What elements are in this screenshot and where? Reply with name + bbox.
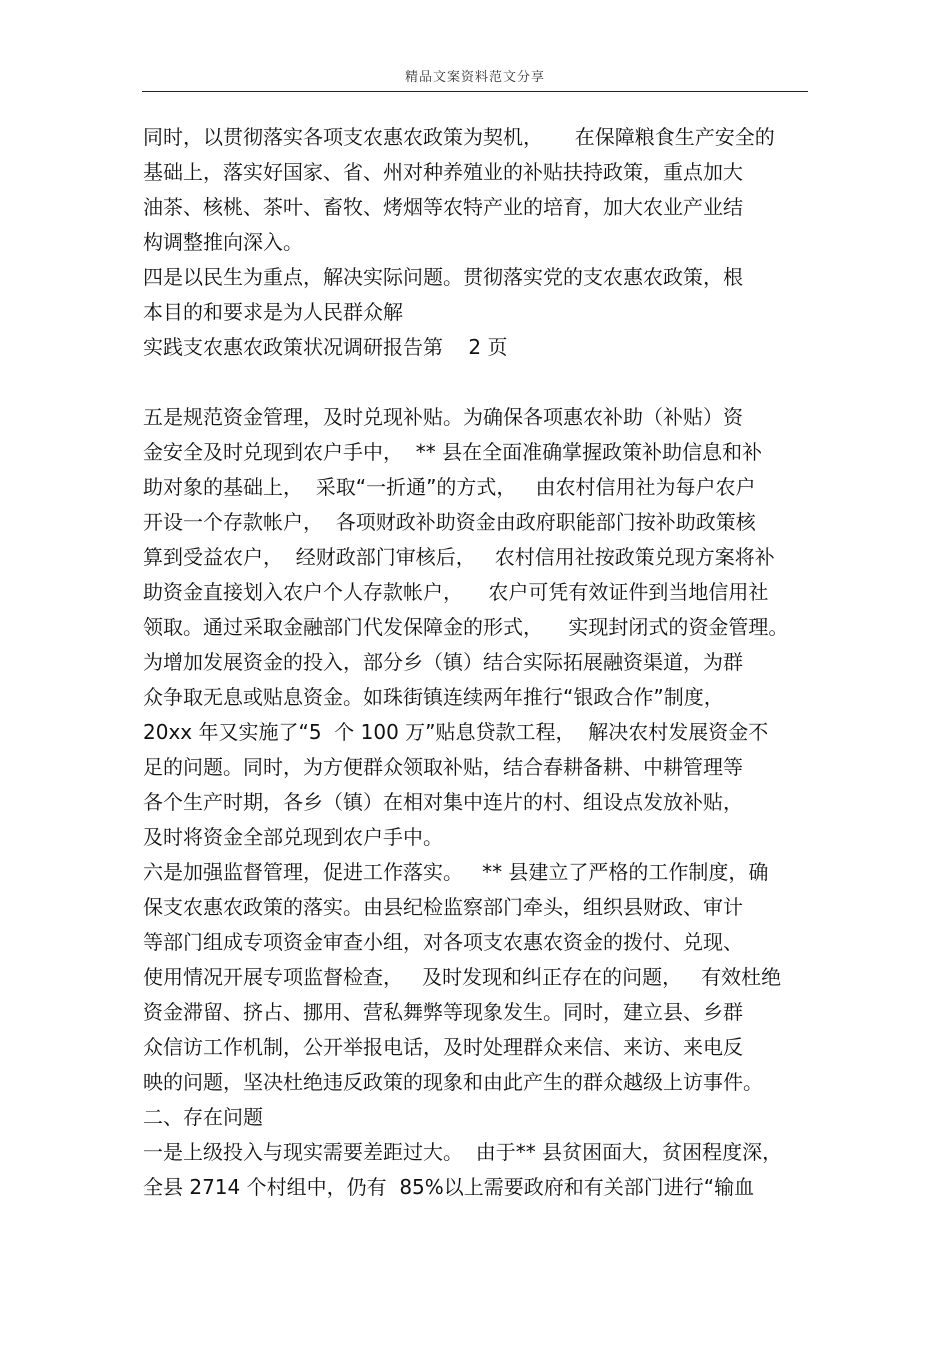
text-line: 为增加发展资金的投入，部分乡（镇）结合实际拓展融资渠道，为群: [143, 650, 743, 674]
text-line: 助资金直接划入农户个人存款帐户， 农户可凭有效证件到当地信用社: [143, 580, 769, 604]
text-line: 开设一个存款帐户， 各项财政补助资金由政府职能部门按补助政策核: [143, 510, 756, 534]
text-line: 使用情况开展专项监督检查， 及时发现和纠正存在的问题， 有效杜绝: [143, 965, 782, 989]
section-heading: 二、存在问题: [143, 1105, 263, 1129]
text-line: 等部门组成专项资金审查小组，对各项支农惠农资金的拨付、兑现、: [143, 930, 743, 954]
page-header: 精品文案资料范文分享: [404, 70, 545, 85]
text-line: 保支农惠农政策的落实。由县纪检监察部门牵头，组织县财政、审计: [143, 895, 743, 919]
text-line: 全县 2714 个村组中，仍有 85%以上需要政府和有关部门进行“输血: [143, 1175, 755, 1199]
text-line: 四是以民生为重点，解决实际问题。贯彻落实党的支农惠农政策，根: [143, 265, 743, 289]
text-line: 金安全及时兑现到农户手中， ** 县在全面准确掌握政策补助信息和补: [143, 440, 763, 464]
text-line: 五是规范资金管理，及时兑现补贴。为确保各项惠农补助（补贴）资: [143, 405, 743, 429]
page-footer-title: 实践支农惠农政策状况调研报告第 2 页: [143, 335, 508, 359]
text-line: 20xx 年又实施了“5 个 100 万”贴息贷款工程， 解决农村发展资金不: [143, 720, 769, 744]
text-line: 众信访工作机制，公开举报电话，及时处理群众来信、来访、来电反: [143, 1035, 743, 1059]
text-line: 足的问题。同时，为方便群众领取补贴，结合春耕备耕、中耕管理等: [143, 755, 743, 779]
header-rule: [142, 91, 808, 92]
text-line: 众争取无息或贴息资金。如珠街镇连续两年推行“银政合作”制度，: [143, 685, 724, 709]
text-line: 基础上，落实好国家、省、州对种养殖业的补贴扶持政策，重点加大: [143, 160, 743, 184]
text-line: 领取。通过采取金融部门代发保障金的形式， 实现封闭式的资金管理。: [143, 615, 789, 639]
text-line: 算到受益农户， 经财政部门审核后， 农村信用社按政策兑现方案将补: [143, 545, 775, 569]
text-line: 各个生产时期，各乡（镇）在相对集中连片的村、组设点发放补贴，: [143, 790, 743, 814]
text-line: 六是加强监督管理，促进工作落实。 ** 县建立了严格的工作制度，确: [143, 860, 769, 884]
text-line: 一是上级投入与现实需要差距过大。 由于** 县贫困面大，贫困程度深，: [143, 1140, 783, 1164]
text-line: 助对象的基础上， 采取“一折通”的方式， 由农村信用社为每户农户: [143, 475, 756, 499]
text-line: 同时，以贯彻落实各项支农惠农政策为契机， 在保障粮食生产安全的: [143, 125, 775, 149]
text-line: 本目的和要求是为人民群众解: [143, 300, 403, 324]
text-line: 油茶、核桃、茶叶、畜牧、烤烟等农特产业的培育，加大农业产业结: [143, 195, 743, 219]
text-line: 及时将资金全部兑现到农户手中。: [143, 825, 443, 849]
text-line: 映的问题，坚决杜绝违反政策的现象和由此产生的群众越级上访事件。: [143, 1070, 763, 1094]
text-line: 构调整推向深入。: [143, 230, 303, 254]
text-line: 资金滞留、挤占、挪用、营私舞弊等现象发生。同时，建立县、乡群: [143, 1000, 743, 1024]
